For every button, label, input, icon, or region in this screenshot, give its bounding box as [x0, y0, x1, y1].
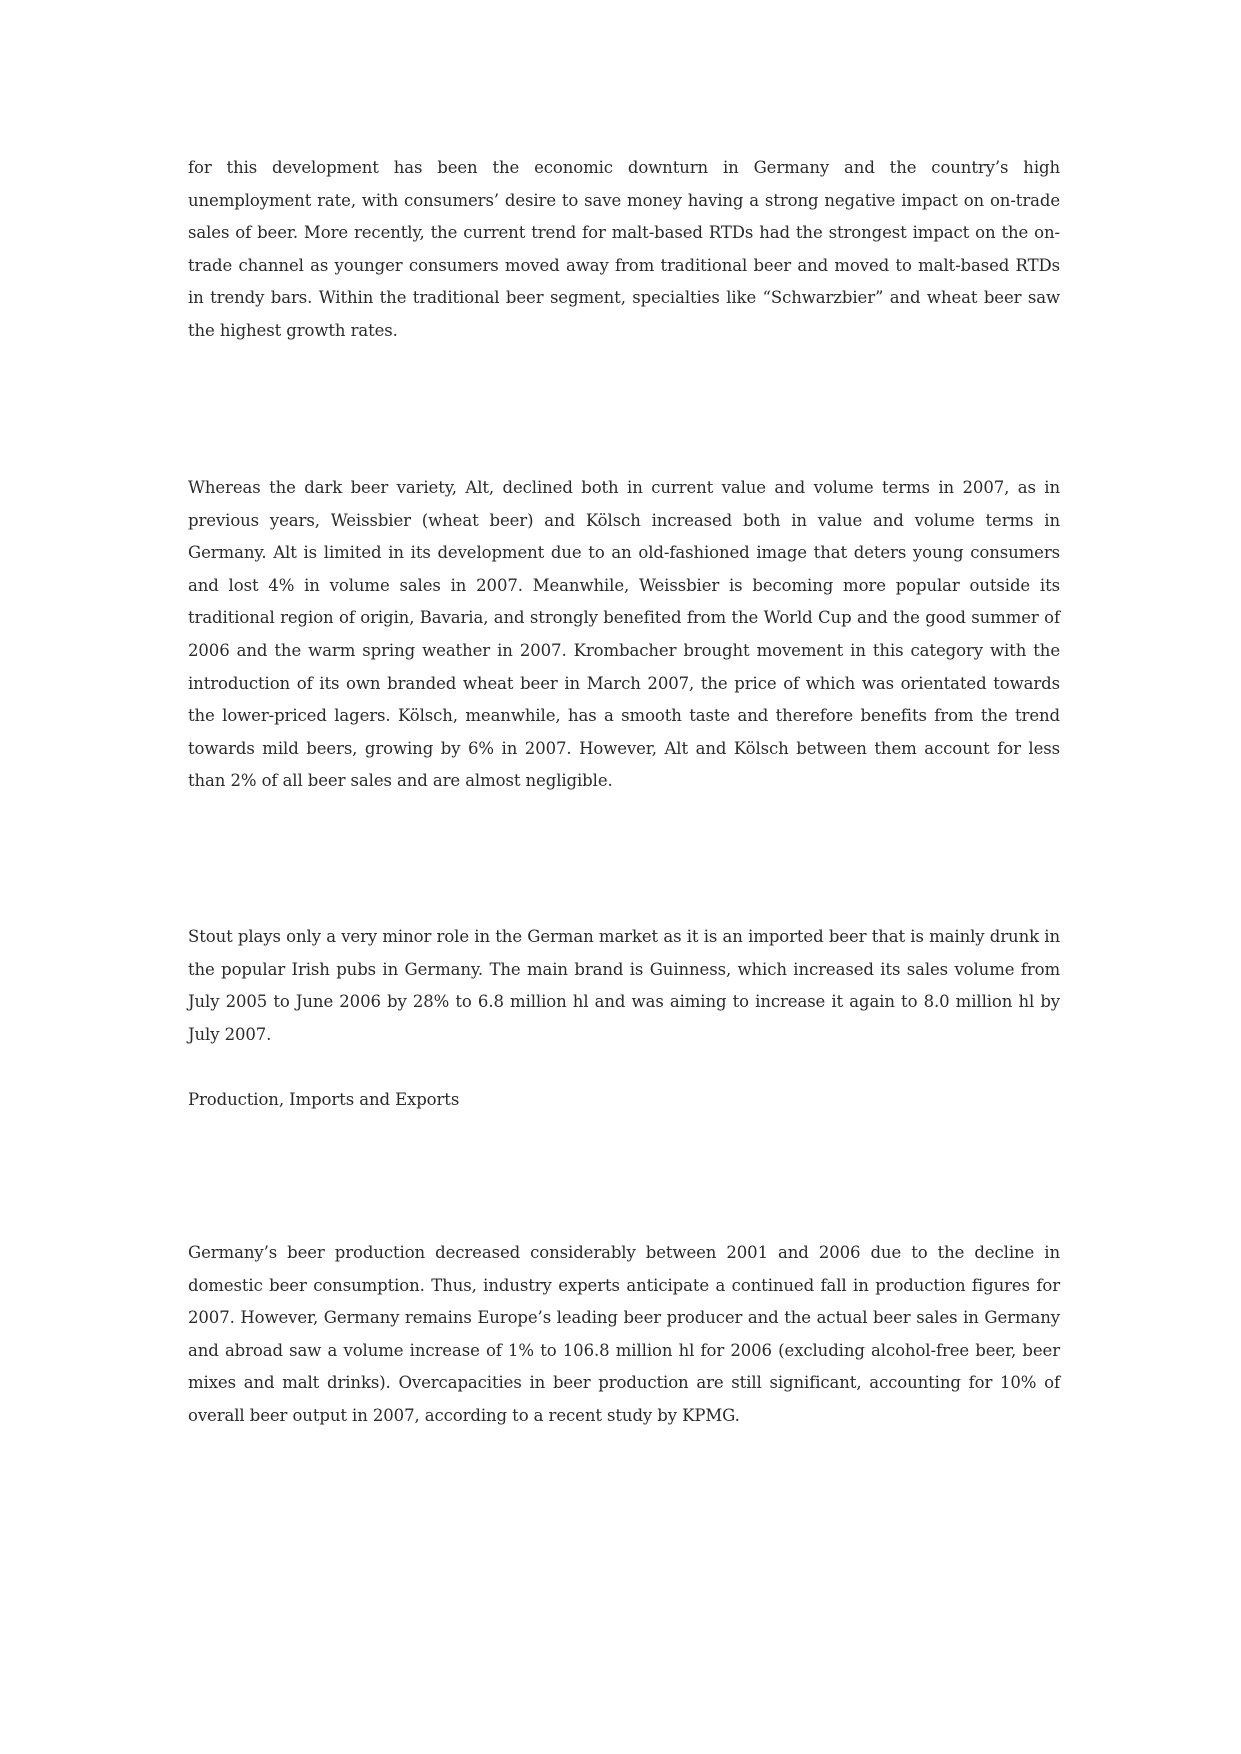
paragraph-beer-production: Germany’s beer production decreased considerably between 2001 and 2006 due to the decline in domestic beer consumption. Thus, industry experts anticipate a continued fall in production figures for 2007. However, Germany remains Europe’s leading beer producer and the actual beer sales in Germany and abroad saw a volume increase of 1% to 106.8 million hl for 2006 (excluding alcohol-free beer, beer mixes and malt drinks). Overcapacities in beer production are still significant, accounting for 10% of overall beer output in 2007, according to a recent study by KPMG. [188, 1243, 1060, 1425]
section-heading: Production, Imports and Exports [188, 1090, 460, 1109]
paragraph-alt-weissbier-koelsch: Whereas the dark beer variety, Alt, declined both in current value and volume terms in 2007, as in previous years, Weissbier (wheat beer) and Kölsch increased both in value and volume terms in Germany. Alt is limited in its development due to an old-fashioned image that deters young consumers and lost 4% in volume sales in 2007. Meanwhile, Weissbier is becoming more popular outside its traditional region of origin, Bavaria, and strongly benefited from the World Cup and the good summer of 2006 and the warm spring weather in 2007. Krombacher brought movement in this category with the introduction of its own branded wheat beer in March 2007, the price of which was orientated towards the lower-priced lagers. Kölsch, meanwhile, has a smooth taste and therefore benefits from the trend towards mild beers, growing by 6% in 2007. However, Alt and Kölsch between them account for less than 2% of all beer sales and are almost negligible. [188, 478, 1060, 791]
paragraph-stout: Stout plays only a very minor role in the German market as it is an imported beer that is mainly drunk in the popular Irish pubs in Germany. The main brand is Guinness, which increased its sales volume from July 2005 to June 2006 by 28% to 6.8 million hl and was aiming to increase it again to 8.0 million hl by July 2007. [188, 927, 1060, 1044]
paragraph-on-trade-decline: for this development has been the economic downturn in Germany and the country’s high unemployment rate, with consumers’ desire to save money having a strong negative impact on on-trade sales of beer. More recently, the current trend for malt-based RTDs had the strongest impact on the on-trade channel as younger consumers moved away from traditional beer and moved to malt-based RTDs in trendy bars. Within the traditional beer segment, specialties like “Schwarzbier” and wheat beer saw the highest growth rates. [188, 158, 1060, 340]
